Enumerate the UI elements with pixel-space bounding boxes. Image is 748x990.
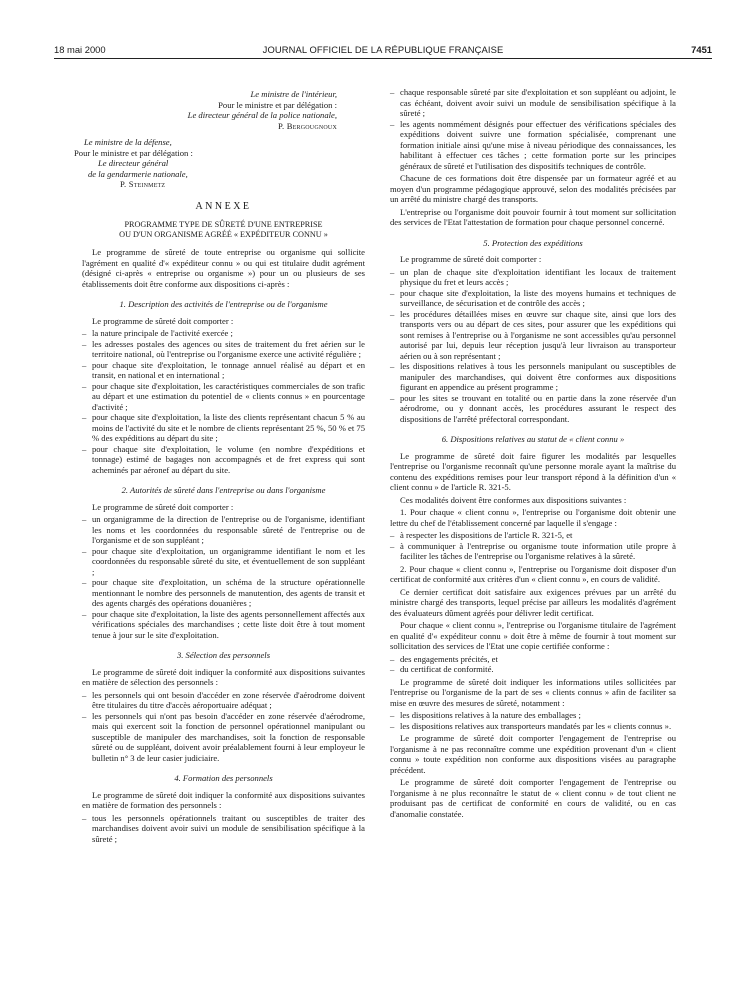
section-3-heading: 3. Sélection des personnels [176,650,271,660]
header-title: JOURNAL OFFICIEL DE LA RÉPUBLIQUE FRANÇAISE [262,44,504,55]
list-item: – pour chaque site d'exploitation, le tonnage annuel réalisé au départ et en transit, en national et en international ; [82,360,365,381]
list-item: – pour les sites se trouvant en totalité ou en partie dans la zone réservée d'un aérodrome, ou y donnant accès, les procédures assurant le respect des dispositions de l'arrêté préfectoral correspondant. [390,393,676,425]
section-6-list-1 [390,530,676,562]
list-item: – les adresses postales des agences ou sites de traitement du fret aérien sur le territoire national, où l'entreprise ou l'organisme exerce une activité régulière ; [82,339,365,360]
section-5-list [390,267,676,425]
section-4-para2: L'entreprise ou l'organisme doit pouvoir fournir à tout moment sur sollicitation des services de l'Etat l'attestation de formation pour chaque personnel concerné. [390,206,676,227]
section-5-heading: 5. Protection des expéditions [483,237,583,248]
list-item: – les personnels qui n'ont pas besoin d'accéder en zone réservée d'aérodrome, mais qui exercent soit la fonction de personnel opérationnel manipulant ou susceptible de manipuler des marchandises, soit la fonction de responsable sûreté ou de suppléant, doivent avoir préalablement fourni à leur employeur le bulletin n° 3 de leur casier judiciaire. [82,711,365,764]
list-item: – les dispositions relatives aux transporteurs mandatés par les « clients connus ». [390,721,676,732]
section-6-p6: Pour chaque « client connu », l'entreprise ou l'organisme titulaire de l'agrément en qualité d'« expéditeur connu » doit être à même de fournir à tout moment sur sollicitation des services de l'Etat une copie certifiée conforme : [390,620,676,651]
section-6-p4: 2. Pour chaque « client connu », l'entreprise ou l'organisme doit disposer d'un certificat de conformité aux critères d'un « client connu », en cours de validité. [390,563,676,584]
annex-subtitle-line2: OU D'UN ORGANISME AGRÉÉ « EXPÉDITEUR CONNU » [119,230,328,239]
left-column [74,89,365,846]
section-1-list [82,328,365,475]
section-6-p2: Ces modalités doivent être conformes aux dispositions suivantes : [400,494,627,505]
section-6-heading: 6. Dispositions relatives au statut de « client connu » [441,434,625,444]
annex-subtitle [82,220,365,240]
list-item: – pour chaque site d'exploitation, un schéma de la structure opérationnelle mentionnant le nombre des personnels de manutention, des agents de transit et des agents chargés des opérations douanières ; [82,577,365,609]
sig-interior-name: P. Bergougnoux [278,120,337,131]
section-3-list [82,690,365,764]
list-item: – la nature principale de l'activité exercée ; [82,328,365,339]
list-item: – pour chaque site d'exploitation, les caractéristiques commerciales de son trafic au départ et une estimation du potentiel de « clients connus » en pourcentage d'activité ; [82,381,365,413]
signature-defense [74,137,365,190]
section-6-p8: Le programme de sûreté doit comporter l'engagement de l'entreprise ou l'organisme à ne pas reconnaître comme une expédition provenant d'un « client connu » toute expédition non conforme aux dispositions visées au paragraphe précédent. [390,733,676,775]
list-item: – les dispositions relatives à tous les personnels manipulant ou susceptibles de manipuler des marchandises, qui doivent être conformes aux dispositions figurant en appendice au présent programme ; [390,361,676,393]
list-item: – tous les personnels opérationnels traitant ou susceptibles de traiter des marchandises doivent avoir suivi un module de sensibilisation spécifique à la sûreté ; [82,813,365,845]
list-item: – les procédures détaillées mises en œuvre sur chaque site, ainsi que lors des transports vers ou au départ de ces sites, pour assurer que les expéditions qui sont remises à l'entreprise ou à l'organisme ne sont accessibles qu'au personnel autorisé par lui, depuis leur réception jusqu'à leur livraison au transporteur aérien ou à son représentant ; [390,309,676,362]
header-rule [54,58,712,59]
section-4-list-left [82,813,365,845]
list-item: – pour chaque site d'exploitation, la liste des clients représentant chacun 5 % au moins de l'activité du site et le nombre de clients représentant 25 %, 50 % et 75 % des expéditions au départ du site ; [82,412,365,444]
section-3-lead: Le programme de sûreté doit indiquer la conformité aux dispositions suivantes en matière de sélection des personnels : [82,666,365,687]
sig-defense-name: P. Steinmetz [120,179,166,189]
sig-defense-line3: Le directeur général [98,158,169,168]
sig-interior-line3: Le directeur général de la police nationale, [187,110,337,120]
sig-interior-line1: Le ministre de l'intérieur, [250,89,337,99]
section-6-p1: Le programme de sûreté doit faire figurer les modalités par lesquelles l'entreprise ou l'organisme reconnaît qu'une personne morale ayant la maîtrise du contenu des expéditions remises pour leur transport répond à la définition d'un « client connu » de l'article R. 321-5. [390,450,676,492]
signature-interior [82,89,365,131]
list-item: – les agents nommément désignés pour effectuer des vérifications spéciales des expéditions doivent suivre une formation spécialisée, comprenant une formation initiale ainsi qu'une mise à niveau périodique des connaissances, les habilitant à effectuer ces tâches ; cette formation porte sur les principes généraux de sûreté et l'utilisation des dispositifs techniques de contrôle. [390,119,676,172]
sig-defense-line2: Pour le ministre et par délégation : [74,147,193,158]
section-6-p3: 1. Pour chaque « client connu », l'entreprise ou l'organisme doit obtenir une lettre du chef de l'établissement concerné par laquelle il s'engage : [390,507,676,528]
list-item: – à communiquer à l'entreprise ou organisme toute information utile propre à faciliter les tâches de l'entreprise ou l'organisme relatives à la sûreté. [390,541,676,562]
section-2-list [82,514,365,640]
section-1-lead: Le programme de sûreté doit comporter : [92,315,234,326]
list-item: – un plan de chaque site d'exploitation identifiant les locaux de traitement physique du fret et leurs accès ; [390,267,676,288]
list-item: – un organigramme de la direction de l'entreprise ou de l'organisme, identifiant les noms et les coordonnées du responsable sûreté de l'entreprise ou de l'organisme et de son suppléant ; [82,514,365,546]
list-item: – chaque responsable sûreté par site d'exploitation et son suppléant ou adjoint, le cas échéant, doivent avoir suivi un module de sensibilisation spécifique à la sûreté ; [390,87,676,119]
section-4-lead: Le programme de sûreté doit indiquer la conformité aux dispositions suivantes en matière de formation des personnels : [82,789,365,810]
header-date: 18 mai 2000 [54,44,106,55]
section-5-lead: Le programme de sûreté doit comporter : [400,254,542,264]
annex-title: ANNEXE [195,200,252,212]
sig-defense-line4: de la gendarmerie nationale, [88,168,188,179]
list-item: – les personnels qui ont besoin d'accéder en zone réservée d'aérodrome doivent être titulaires du titre d'accès aéroportuaire adéquat ; [82,690,365,711]
list-item: – des engagements précités, et [390,654,676,665]
list-item: – pour chaque site d'exploitation, la liste des agents personnellement affectés aux vérifications spéciales des marchandises ; cette liste doit être à tout moment tenue à jour sur le site d'exploitation. [82,609,365,641]
page-number: 7451 [691,44,712,55]
section-6-list-2 [390,654,676,675]
section-4-para1: Chacune de ces formations doit être dispensée par un formateur agréé et au moyen d'un programme pédagogique approuvé, selon des modalités précisées par un arrêté du ministre chargé des transports. [390,173,676,204]
section-6-p9: Le programme de sûreté doit comporter l'engagement de l'entreprise ou l'organisme à ne plus reconnaître le statut de « client connu » de tout client ne produisant pas de certificat de conformité en cours de validité, ou en cas d'anomalie constatée. [390,777,676,819]
section-2-lead: Le programme de sûreté doit comporter : [92,501,234,512]
section-6-list-3 [390,710,676,731]
list-item: – pour chaque site d'exploitation, le volume (en nombre d'expéditions et tonnage) estimé de bagages non accompagnés et de fret express qui sont acheminés par aéronef au départ du site. [82,444,365,476]
right-column [390,87,676,821]
list-item: – les dispositions relatives à la nature des emballages ; [390,710,676,721]
section-4-list-right [390,87,676,171]
list-item: – pour chaque site d'exploitation, un organigramme identifiant le nom et les coordonnées du responsable sûreté du site, et éventuellement de son suppléant ; [82,546,365,578]
annex-subtitle-line1: PROGRAMME TYPE DE SÛRETÉ D'UNE ENTREPRISE [124,220,323,229]
section-2-heading: 2. Autorités de sûreté dans l'entreprise ou dans l'organisme [121,485,326,495]
annex-intro: Le programme de sûreté de toute entreprise ou organisme qui sollicite l'agrément en qualité d'« expéditeur connu » ou qui est titulaire dudit agrément (désigné ci-après « entreprise ou organisme ») pour un ou plusieurs de ses établissements doit être conforme aux dispositions ci-après : [82,247,365,289]
list-item: – du certificat de conformité. [390,664,676,675]
section-4-heading: 4. Formation des personnels [174,773,273,783]
sig-interior-line2: Pour le ministre et par délégation : [218,99,337,110]
sig-defense-line1: Le ministre de la défense, [84,137,172,147]
list-item: – à respecter les dispositions de l'article R. 321-5, et [390,530,676,541]
list-item: – pour chaque site d'exploitation, la liste des moyens humains et techniques de surveillance, de sécurisation et de contrôle des accès ; [390,288,676,309]
section-6-p7: Le programme de sûreté doit indiquer les informations utiles sollicitées par l'entreprise ou l'organisme de la part de ses « clients connus » afin de faciliter sa mise en œuvre des mesures de sûreté, notamment : [390,676,676,708]
section-6-p5: Ce dernier certificat doit satisfaire aux exigences prévues par un arrêté du ministre chargé des transports, lequel précise par ailleurs les modalités d'agrément des évaluateurs dûment agréés pour délivrer ledit certificat. [390,586,676,618]
section-1-heading: 1. Description des activités de l'entreprise ou de l'organisme [119,299,328,309]
